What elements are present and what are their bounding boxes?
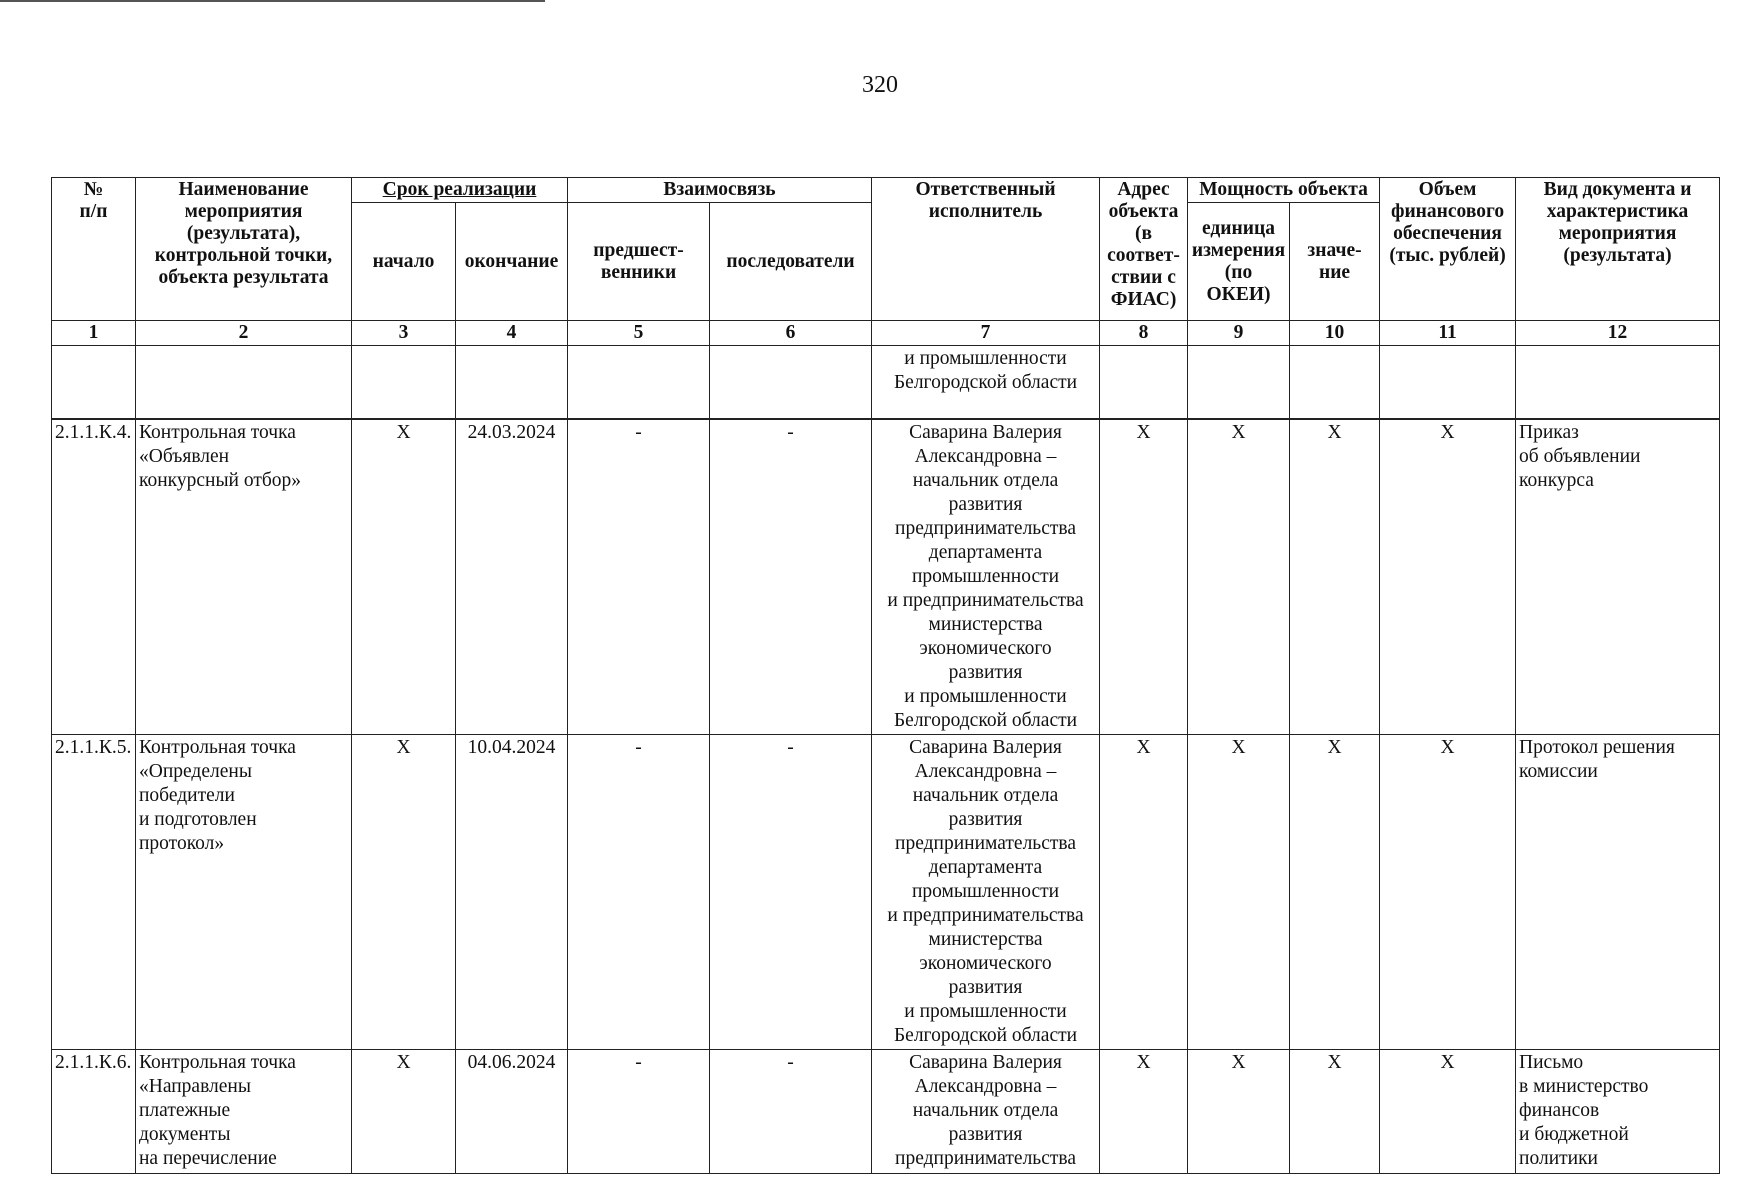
column-number: 3 — [352, 321, 456, 346]
column-number: 7 — [872, 321, 1100, 346]
empty-cell — [136, 346, 352, 419]
row-value: X — [1290, 734, 1380, 1049]
header-capacity: Мощность объекта — [1188, 178, 1380, 203]
row-responsible: Саварина Валерия Александровна – начальник отдела развития предпринимательства департамента промышленности и предпринимательства министерства экономического развития и промышленности Белгородской области — [872, 734, 1100, 1049]
row-doc: Приказ об объявлении конкурса — [1516, 419, 1720, 735]
header-num: № п/п — [52, 178, 136, 321]
continuation-responsible: и промышленности Белгородской области — [872, 346, 1100, 419]
header-link-pred: предшест-венники — [568, 203, 710, 321]
header-cap-unit: единица измерения (по ОКЕИ) — [1188, 203, 1290, 321]
column-number: 10 — [1290, 321, 1380, 346]
header-name: Наименование мероприятия (результата), контрольной точки, объекта результата — [136, 178, 352, 321]
row-pred: - — [568, 1049, 710, 1173]
row-name: Контрольная точка «Определены победители и подготовлен протокол» — [136, 734, 352, 1049]
row-start: X — [352, 419, 456, 735]
column-number: 1 — [52, 321, 136, 346]
row-responsible: Саварина Валерия Александровна – начальник отдела развития предпринимательства департамента промышленности и предпринимательства министерства экономического развития и промышленности Белгородской области — [872, 419, 1100, 735]
header-link-succ: последователи — [710, 203, 872, 321]
row-start: X — [352, 734, 456, 1049]
implementation-plan-table — [51, 177, 1720, 1174]
header-term-start: начало — [352, 203, 456, 321]
row-end: 10.04.2024 — [456, 734, 568, 1049]
row-value: X — [1290, 1049, 1380, 1173]
row-address: X — [1100, 734, 1188, 1049]
empty-cell — [1290, 346, 1380, 419]
row-end: 24.03.2024 — [456, 419, 568, 735]
row-doc: Протокол решения комиссии — [1516, 734, 1720, 1049]
row-value: X — [1290, 419, 1380, 735]
row-num: 2.1.1.К.6. — [52, 1049, 136, 1173]
header-cap-value: значе-ние — [1290, 203, 1380, 321]
header-link: Взаимосвязь — [568, 178, 872, 203]
row-unit: X — [1188, 734, 1290, 1049]
row-succ: - — [710, 419, 872, 735]
row-end: 04.06.2024 — [456, 1049, 568, 1173]
empty-cell — [52, 346, 136, 419]
row-address: X — [1100, 419, 1188, 735]
column-number: 12 — [1516, 321, 1720, 346]
row-finance: X — [1380, 419, 1516, 735]
column-number: 9 — [1188, 321, 1290, 346]
empty-cell — [1100, 346, 1188, 419]
scan-edge-line — [0, 0, 545, 2]
row-finance: X — [1380, 734, 1516, 1049]
header-finance: Объем финансового обеспечения (тыс. рублей) — [1380, 178, 1516, 321]
row-name: Контрольная точка «Объявлен конкурсный отбор» — [136, 419, 352, 735]
table-row — [52, 419, 1720, 735]
row-pred: - — [568, 419, 710, 735]
header-term-end: окончание — [456, 203, 568, 321]
empty-cell — [1516, 346, 1720, 419]
row-address: X — [1100, 1049, 1188, 1173]
empty-cell — [568, 346, 710, 419]
table-row — [52, 734, 1720, 1049]
column-number: 2 — [136, 321, 352, 346]
row-doc: Письмо в министерство финансов и бюджетной политики — [1516, 1049, 1720, 1173]
row-num: 2.1.1.К.5. — [52, 734, 136, 1049]
empty-cell — [1188, 346, 1290, 419]
header-doc: Вид документа и характеристика мероприятия (результата) — [1516, 178, 1720, 321]
header-address: Адрес объекта (в соответ-ствии с ФИАС) — [1100, 178, 1188, 321]
row-succ: - — [710, 734, 872, 1049]
column-number: 4 — [456, 321, 568, 346]
header-responsible: Ответственный исполнитель — [872, 178, 1100, 321]
row-unit: X — [1188, 419, 1290, 735]
table-row — [52, 1049, 1720, 1173]
continuation-row — [52, 346, 1720, 419]
header-term: Срок реализации — [352, 178, 568, 203]
column-number: 6 — [710, 321, 872, 346]
row-name: Контрольная точка «Направлены платежные документы на перечисление — [136, 1049, 352, 1173]
column-number: 11 — [1380, 321, 1516, 346]
empty-cell — [1380, 346, 1516, 419]
row-unit: X — [1188, 1049, 1290, 1173]
row-responsible: Саварина Валерия Александровна – начальник отдела развития предпринимательства — [872, 1049, 1100, 1173]
empty-cell — [456, 346, 568, 419]
column-number: 5 — [568, 321, 710, 346]
empty-cell — [710, 346, 872, 419]
row-finance: X — [1380, 1049, 1516, 1173]
row-pred: - — [568, 734, 710, 1049]
row-num: 2.1.1.К.4. — [52, 419, 136, 735]
row-succ: - — [710, 1049, 872, 1173]
row-start: X — [352, 1049, 456, 1173]
column-number-row — [52, 321, 1720, 346]
page-number: 320 — [862, 72, 898, 98]
column-number: 8 — [1100, 321, 1188, 346]
empty-cell — [352, 346, 456, 419]
